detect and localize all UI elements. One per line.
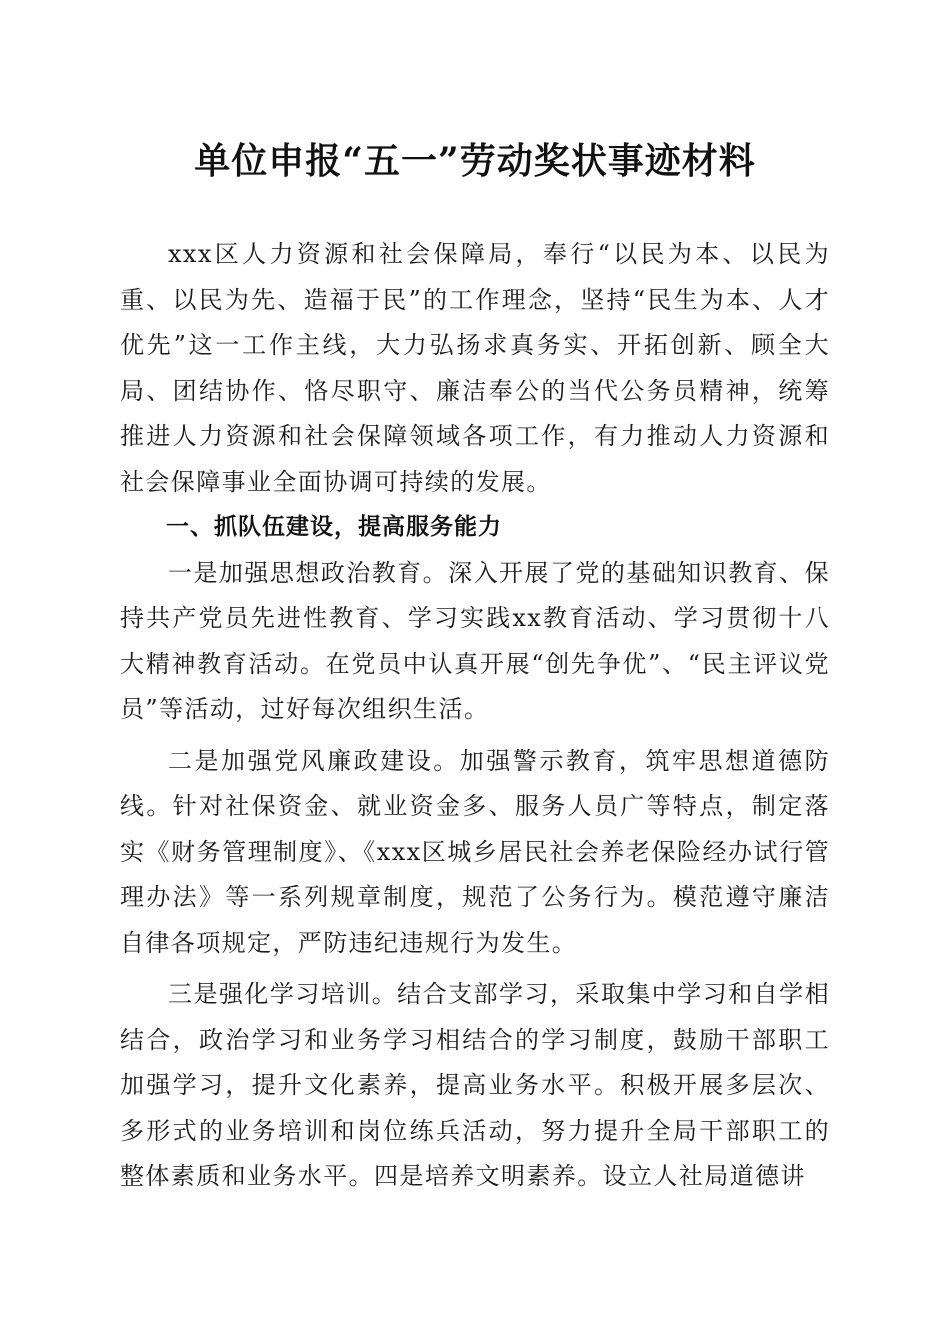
- intro-paragraph: xxx区人力资源和社会保障局，奉行“以民为本、以民为重、以民为先、造福于民”的工作理念，坚持“民生为本、人才优先”这一工作主线，大力弘扬求真务实、开拓创新、顾全大局、团结协作、恪尽职守、廉洁奉公的当代公务员精神，统筹推进人力资源和社会保障领域各项工作，有力推动人力资源和社会保障事业全面协调可持续的发展。: [120, 240, 830, 496]
- section-heading: 一、抓队伍建设，提高服务能力: [166, 514, 502, 540]
- paragraph-text: 深入开展了党的基础知识教育、保持共产党员先进性教育、学习实践xx教育活动、学习贯彻十八大精神教育活动。在党员中认真开展“创先争优”、“民主评议党员”等活动，过好每次组织生活。: [120, 558, 831, 723]
- paragraph-lead: 二是加强党风廉政建设。: [168, 746, 460, 775]
- paragraph-text: 加强警示教育，筑牢思想道德防线。针对社保资金、就业资金多、服务人员广等特点，制定落实《财务管理制度》、《xxx区城乡居民社会养老保险经办试行管理办法》等一系列规章制度，规范了公务行为。模范遵守廉洁自律各项规定，严防违纪违规行为发生。: [120, 746, 830, 957]
- paragraph-item-1: [120, 551, 830, 733]
- document-title: 单位申报“五一”劳动奖状事迹材料: [194, 140, 756, 182]
- paragraph-item-2: [120, 739, 830, 967]
- paragraph-text: 结合支部学习，采取集中学习和自学相结合，政治学习和业务学习相结合的学习制度，鼓励干部职工加强学习，提升文化素养，提高业务水平。积极开展多层次、多形式的业务培训和岗位练兵活动，努力提升全局干部职工的整体素质和业务水平。四是培养文明素养。设立人社局道德讲: [120, 980, 830, 1190]
- document-body: [120, 232, 830, 1200]
- paragraph-item-3: [120, 972, 830, 1200]
- paragraph-lead: 三是强化学习培训。: [168, 980, 398, 1008]
- paragraph-lead: 一是加强思想政治教育。: [168, 558, 449, 587]
